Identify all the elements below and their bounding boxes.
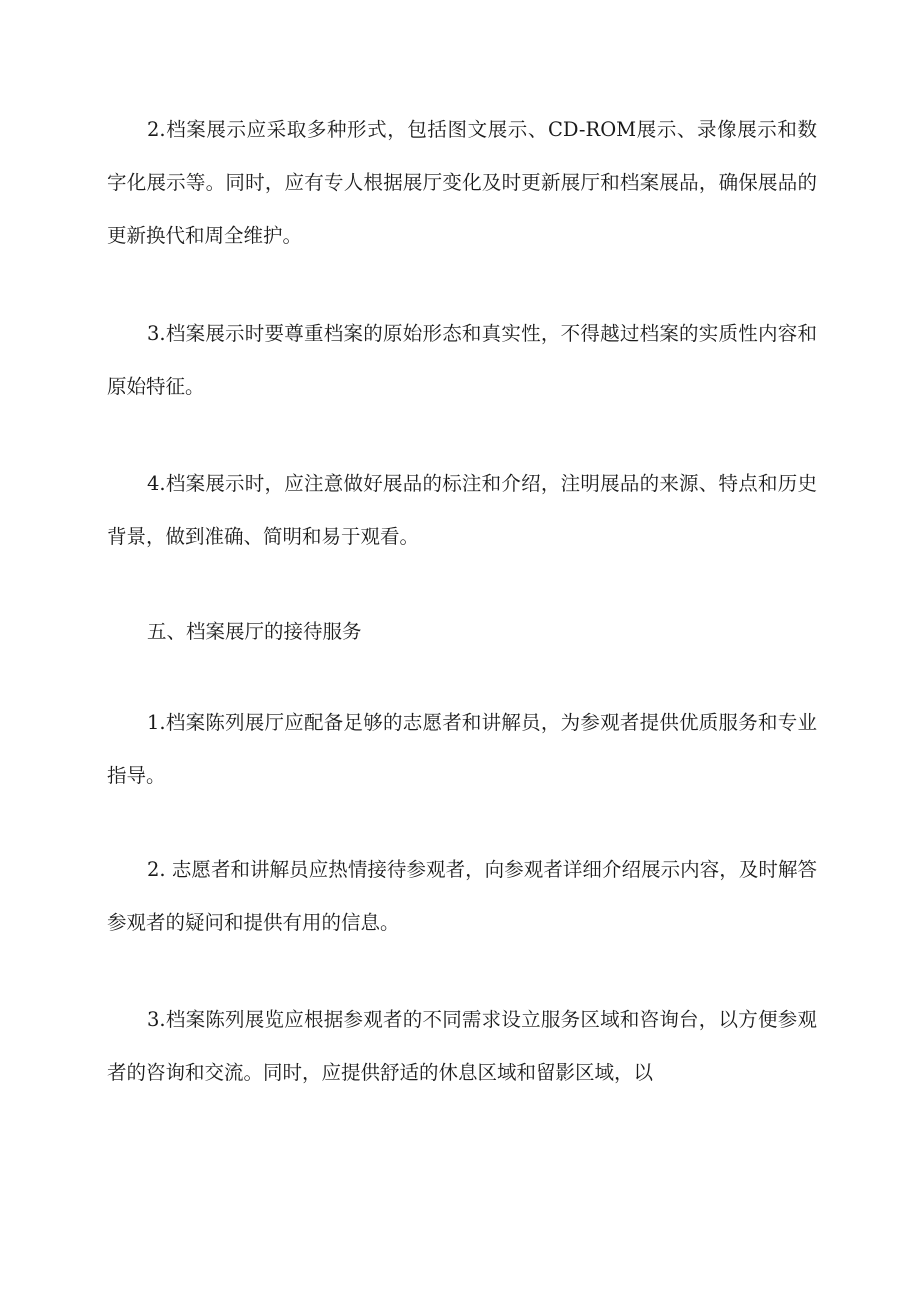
paragraph-3-service-areas: 3.档案陈列展览应根据参观者的不同需求设立服务区域和咨询台，以方便参观者的咨询和交流。同时，应提供舒适的休息区域和留影区域，以 (107, 1008, 817, 1084)
paragraph-4-labeling: 4.档案展示时，应注意做好展品的标注和介绍，注明展品的来源、特点和历史背景，做到准确、简明和易于观看。 (107, 472, 817, 548)
paragraph-1-volunteers: 1.档案陈列展厅应配备足够的志愿者和讲解员，为参观者提供优质服务和专业指导。 (107, 711, 817, 787)
paragraph-2-reception: 2. 志愿者和讲解员应热情接待参观者，向参观者详细介绍展示内容，及时解答参观者的疑问和提供有用的信息。 (107, 858, 817, 934)
paragraph-3-respect-originality: 3.档案展示时要尊重档案的原始形态和真实性，不得越过档案的实质性内容和原始特征。 (107, 322, 817, 398)
paragraph-2-display-forms: 2.档案展示应采取多种形式，包括图文展示、CD-ROM展示、录像展示和数字化展示等。同时，应有专人根据展厅变化及时更新展厅和档案展品，确保展品的更新换代和周全维护。 (107, 118, 817, 247)
section-heading-reception-service: 五、档案展厅的接待服务 (147, 620, 362, 643)
